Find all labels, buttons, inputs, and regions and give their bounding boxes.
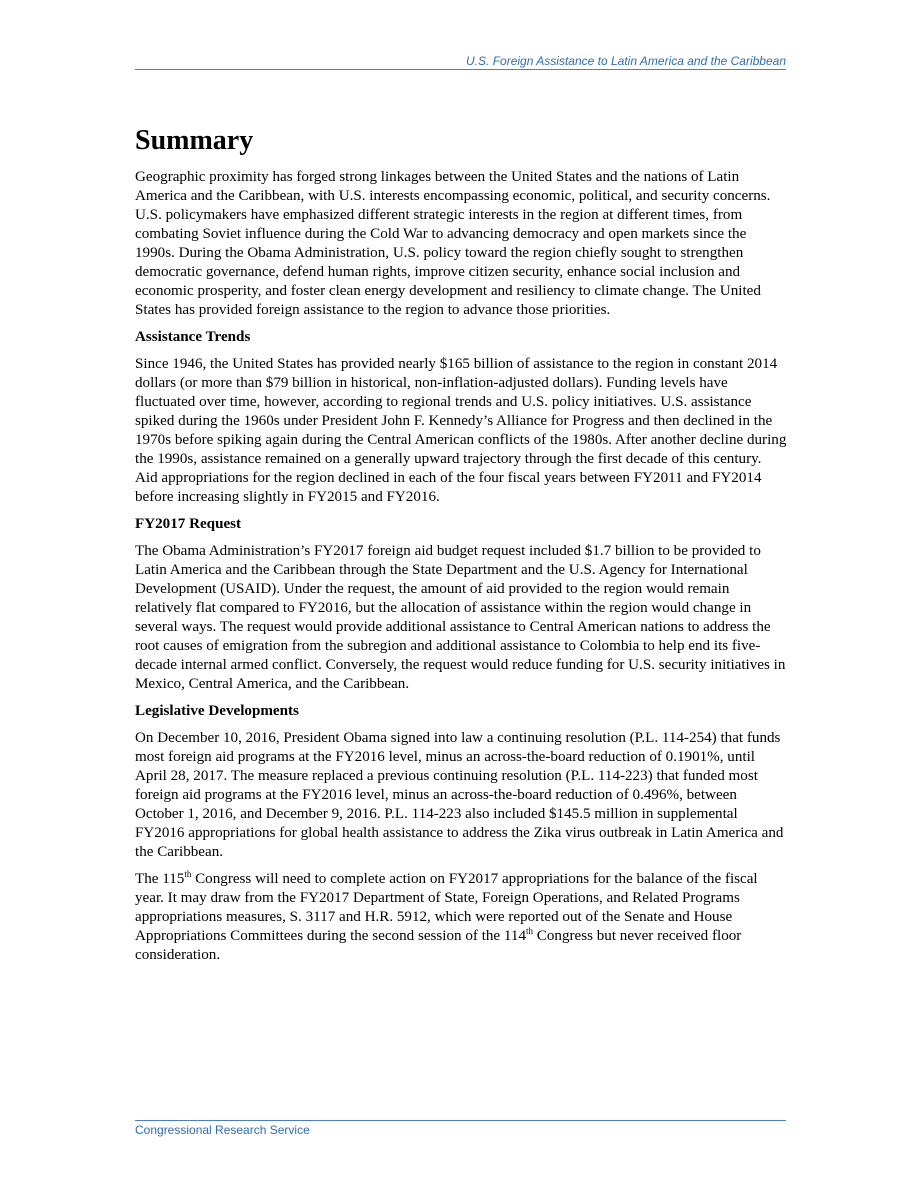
section-heading-trends: Assistance Trends bbox=[135, 329, 251, 345]
request-paragraph: The Obama Administration’s FY2017 foreign aid budget request included $1.7 billion to be provided to Latin America and the Caribbean through the State Department and the U.S. Agency for International Development (USAID). Under the request, the amount of aid provided to the region would remain relatively flat compared to FY2016, but the allocation of assistance within the region would change in several ways. The request would provide additional assistance to Central American nations to address the root causes of emigration from the subregion and additional assistance to Colombia to help end its five-decade internal armed conflict. Conversely, the request would reduce funding for U.S. security initiatives in Mexico, Central America, and the Caribbean. bbox=[135, 543, 786, 692]
congress-text-b: Congress will need to complete action on FY2017 appropriations for the balance of the fiscal year. It may draw from the FY2017 Department of State, Foreign Operations, and Related Programs appropriations measures, S. 3117 and H.R. 5912, which were reported out of the Senate and House Appropriations Committees during the second session of the 114 bbox=[135, 871, 758, 944]
congress-text-a: The 115 bbox=[135, 871, 185, 887]
section-heading-request: FY2017 Request bbox=[135, 516, 242, 532]
running-header: U.S. Foreign Assistance to Latin America and the Caribbean bbox=[466, 54, 786, 68]
ordinal-suffix: th bbox=[184, 868, 192, 879]
footer-publisher: Congressional Research Service bbox=[135, 1123, 310, 1137]
congress-text-c: Congress but never received floor consideration. bbox=[135, 928, 742, 963]
header-rule bbox=[135, 69, 786, 70]
congress-paragraph bbox=[135, 870, 787, 965]
footer-rule bbox=[135, 1120, 786, 1121]
legislative-paragraph: On December 10, 2016, President Obama signed into law a continuing resolution (P.L. 114-254) that funds most foreign aid programs at the FY2016 level, minus an across-the-board reduction of 0.1901%, until April 28, 2017. The measure replaced a previous continuing resolution (P.L. 114-223) that funded most foreign aid programs at the FY2016 level, minus an across-the-board reduction of 0.496%, between October 1, 2016, and December 9, 2016. P.L. 114-223 also included $145.5 million in supplemental FY2016 appropriations for global health assistance to address the Zika virus outbreak in Latin America and the Caribbean. bbox=[135, 730, 784, 860]
ordinal-suffix: th bbox=[526, 925, 534, 936]
trends-paragraph: Since 1946, the United States has provided nearly $165 billion of assistance to the region in constant 2014 dollars (or more than $79 billion in historical, non-inflation-adjusted dollars). Funding levels have fluctuated over time, however, according to regional trends and U.S. policy initiatives. U.S. assistance spiked during the 1960s under President John F. Kennedy’s Alliance for Progress and then declined in the 1970s before spiking again during the Central American conflicts of the 1980s. After another decline during the 1990s, assistance remained on a generally upward trajectory through the first decade of this century. Aid appropriations for the region declined in each of the four fiscal years between FY2011 and FY2014 before increasing slightly in FY2015 and FY2016. bbox=[135, 356, 787, 505]
summary-body bbox=[135, 168, 787, 973]
section-heading-legislative: Legislative Developments bbox=[135, 703, 299, 719]
intro-paragraph: Geographic proximity has forged strong linkages between the United States and the nations of Latin America and the Caribbean, with U.S. interests encompassing economic, political, and security concerns. U.S. policymakers have emphasized different strategic interests in the region at different times, from combating Soviet influence during the Cold War to advancing democracy and open markets since the 1990s. During the Obama Administration, U.S. policy toward the region chiefly sought to strengthen democratic governance, defend human rights, improve citizen security, enhance social inclusion and economic prosperity, and foster clean energy development and resiliency to climate change. The United States has provided foreign assistance to the region to advance those priorities. bbox=[135, 169, 771, 318]
page-title: Summary bbox=[135, 125, 254, 156]
